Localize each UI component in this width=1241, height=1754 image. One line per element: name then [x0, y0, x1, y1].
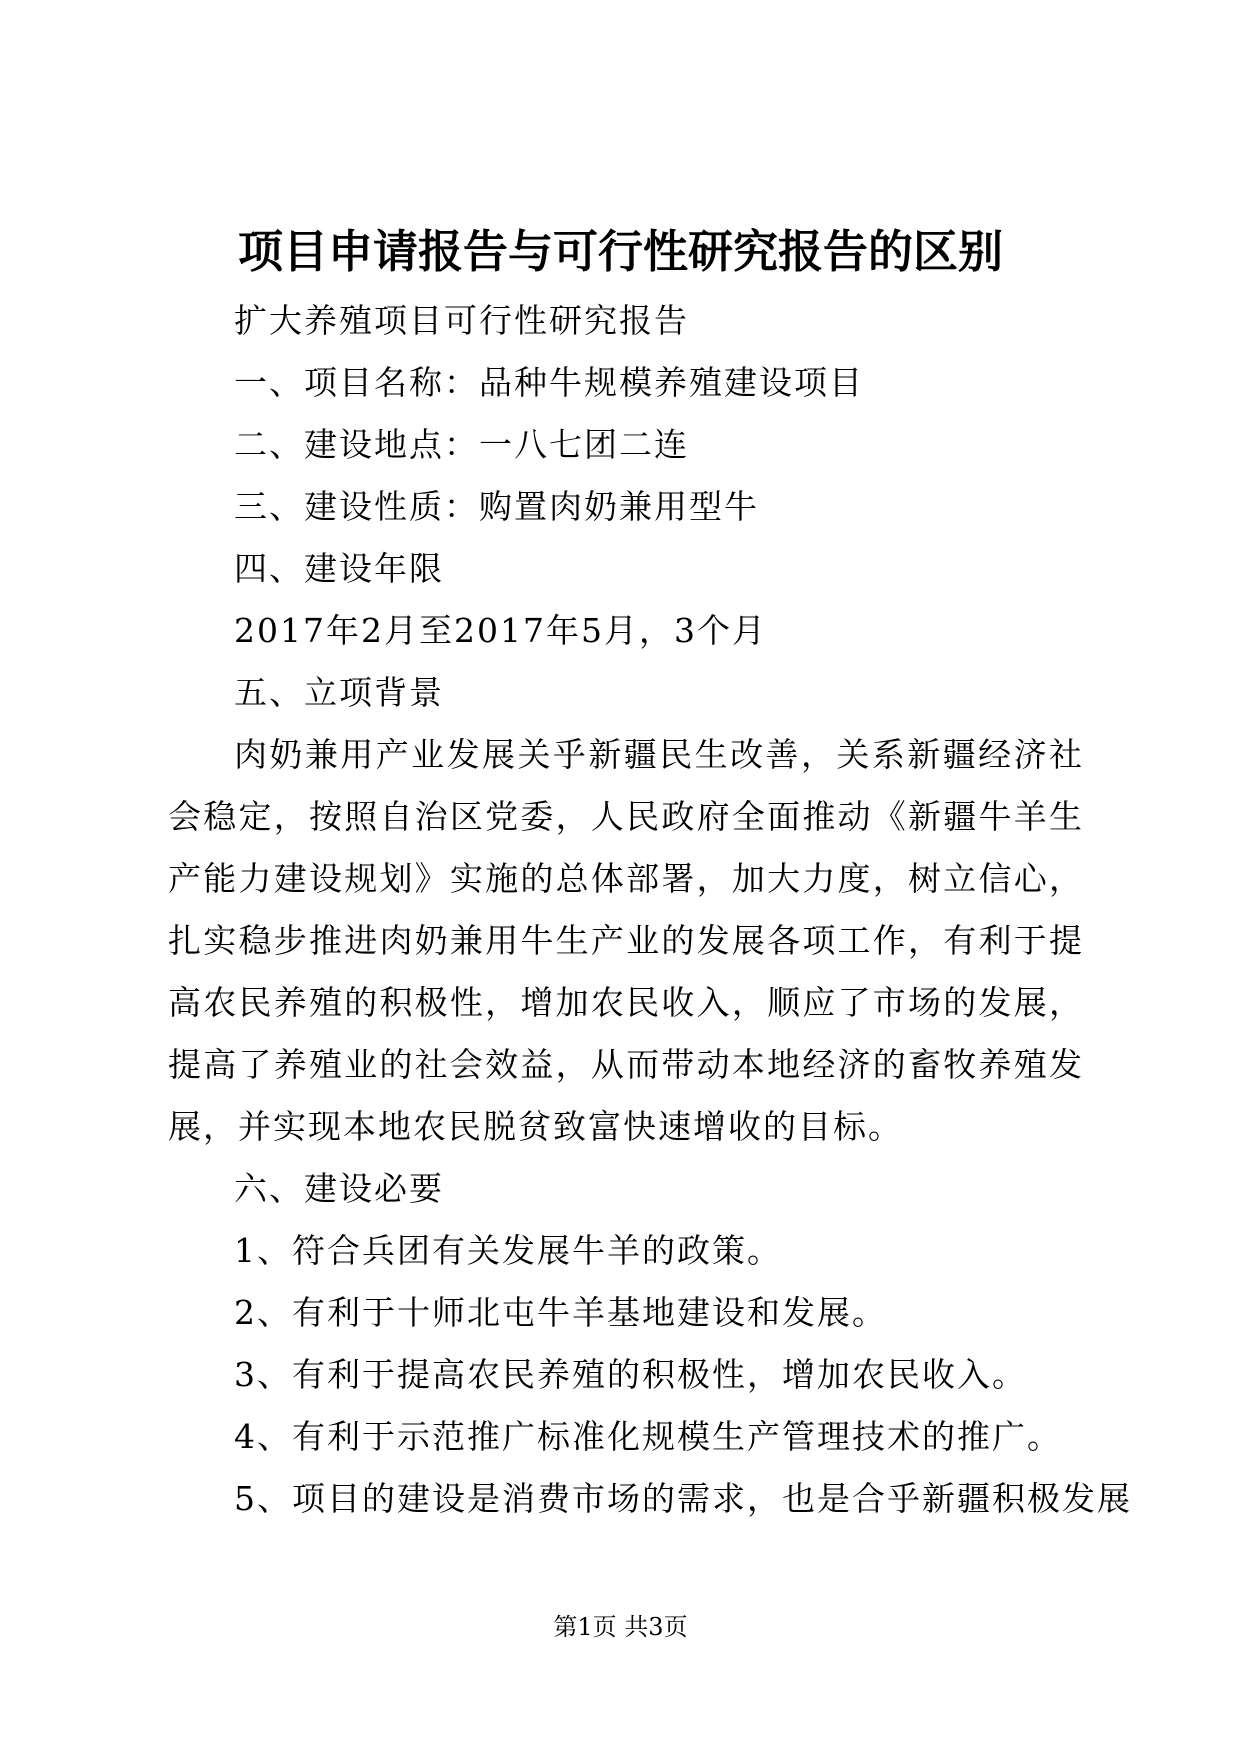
necessity-heading: 六、建设必要: [234, 1169, 444, 1208]
location-line: 二、建设地点：一八七团二连: [234, 425, 689, 464]
subtitle-line: 扩大养殖项目可行性研究报告: [234, 301, 689, 340]
necessity-item-5: 5、项目的建设是消费市场的需求，也是合乎新疆积极发展: [234, 1479, 1132, 1518]
background-heading: 五、立项背景: [234, 673, 444, 712]
background-paragraph: 肉奶兼用产业发展关乎新疆民生改善，关系新疆经济社会稳定，按照自治区党委，人民政府全面推动《新疆牛羊生产能力建设规划》实施的总体部署，加大力度，树立信心，扎实稳步推进肉奶兼用牛生产业的发展各项工作，有利于提高农民养殖的积极性，增加农民收入，顺应了市场的发展，提高了养殖业的社会效益，从而带动本地经济的畜牧养殖发展，并实现本地农民脱贫致富快速增收的目标。: [168, 735, 1084, 1146]
necessity-item-1: 1、符合兵团有关发展牛羊的政策。: [234, 1231, 782, 1270]
necessity-item-3: 3、有利于提高农民养殖的积极性，增加农民收入。: [234, 1355, 1027, 1394]
necessity-item-2: 2、有利于十师北屯牛羊基地建设和发展。: [234, 1293, 887, 1332]
document-title: 项目申请报告与可行性研究报告的区别: [237, 225, 1003, 278]
page-number: 第1页 共3页: [553, 1613, 688, 1641]
project-name-line: 一、项目名称：品种牛规模养殖建设项目: [234, 363, 864, 402]
document-body: [168, 290, 1132, 1530]
duration-heading: 四、建设年限: [234, 549, 444, 588]
duration-line: 2017年2月至2017年5月，3个月: [234, 611, 767, 650]
necessity-item-4: 4、有利于示范推广标准化规模生产管理技术的推广。: [234, 1417, 1062, 1456]
nature-line: 三、建设性质：购置肉奶兼用型牛: [234, 487, 759, 526]
